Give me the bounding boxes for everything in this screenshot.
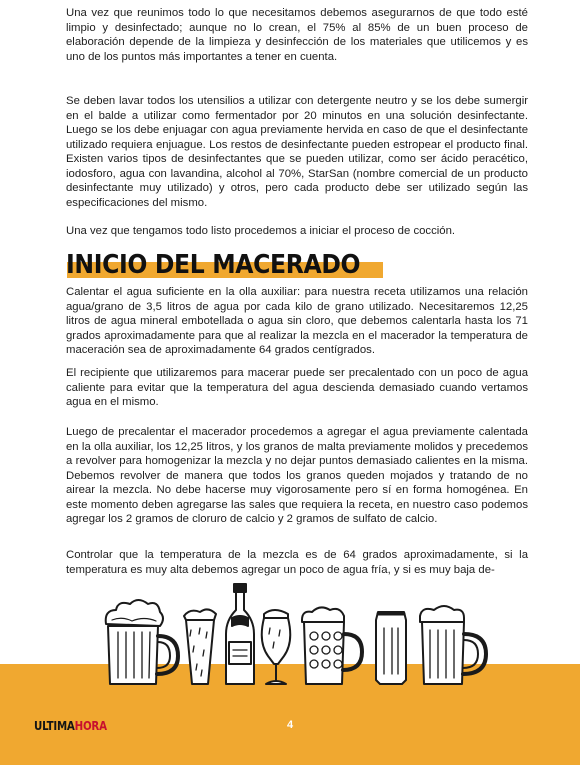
beer-mug-icon [106,600,178,684]
section-heading-block [66,247,391,283]
page-number: 4 [286,719,294,731]
pint-glass-icon [184,609,216,684]
dimpled-mug-icon [302,607,362,684]
section-heading: INICIO DEL MACERADO [66,250,361,280]
logo-text-ultima: ULTIMA [34,718,75,733]
beer-bottle-icon [226,584,254,684]
beer-can-icon [376,612,406,684]
section-paragraph: El recipiente que utilizaremos para macerar puede ser precalentado con un poco de agua caliente para evitar que la temperatura del agua descienda demasiado cuando vertamos agua en el mismo. [66,367,528,408]
beer-glasses-illustration [98,580,498,690]
section-paragraph: Calentar el agua suficiente en la olla auxiliar: para nuestra receta utilizamos una relación agua/grano de 3,5 litros de agua por cada kilo de grano utilizado. Necesitaremos 12,25 litros de agua mineral embotellada o agua sin cloro, que debemos calentarla hasta los 71 grados aproximadamente para que al realizar la mezcla en el macerador la temperatura de maceración sea de aproximadamente 64 grados centígrados. [66,286,528,356]
intro-paragraph: Una vez que reunimos todo lo que necesitamos debemos asegurarnos de que todo esté limpio y desinfectado; aunque no lo crean, el 75% al 85% de un buen proceso de elaboración depende de la limpieza y desinfección de los materiales que utilicemos y es uno de los puntos más importantes a tener en cuenta. [66,7,528,63]
intro-paragraph: Una vez que tengamos todo listo procedemos a iniciar el proceso de cocción. [66,225,456,237]
section-paragraph: Controlar que la temperatura de la mezcla es de 64 grados aproximadamente, si la temperatura es muy alta debemos agregar un poco de agua fría, y si es muy baja de- [66,549,528,576]
intro-paragraph: Se deben lavar todos los utensilios a utilizar con detergente neutro y se los debe sumergir en el balde a utilizar como fermentador por 20 minutos en una solución desinfectante. Luego se los debe enjuagar con agua previamente hervida en caso de que el desinfectante utilizado requiera enjuague. Los restos de desinfectante pueden estropear el producto final. Existen varios tipos de desinfectantes que se pueden utilizar, como ser ácido peracético, iodosforo, agua con lavandina, alcohol al 70%, StarSan (nombre comercial de un producto desinfectante muy utilizado) y otros, pero cada producto debe ser utilizado según las especificaciones del mismo. [66,95,528,209]
section-paragraph: Luego de precalentar el macerador procedemos a agregar el agua previamente calentada en la olla auxiliar, los 12,25 litros, y los granos de malta previamente molidos y precedemos a revolver para homogenizar la mezcla y no dejar puntos demasiado calientes en la misma. Debemos revolver de manera que todos los granos queden mojados y tratando de no airear la mezcla. No debe hacerse muy vigorosamente pero sí en forma homogénea. En este momento deben agregarse las sales que requiera la receta, en nuestro caso podemos agregar los 2 gramos de cloruro de calcio y 2 gramos de sulfato de calcio. [66,426,528,525]
logo-text-hora: HORA [74,718,107,733]
tulip-glass-icon [262,610,291,684]
stein-mug-icon [420,606,486,684]
